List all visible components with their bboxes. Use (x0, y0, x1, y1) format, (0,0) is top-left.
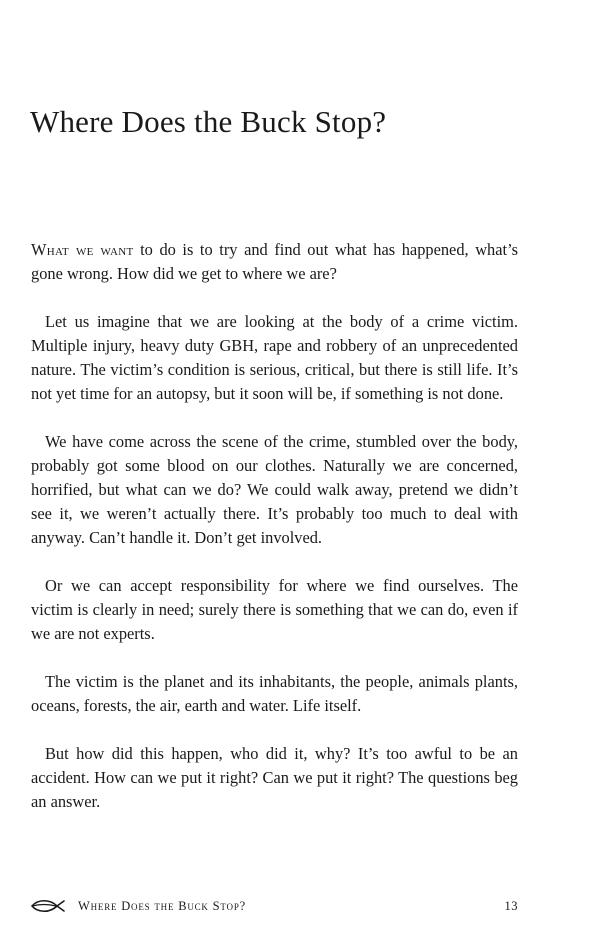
running-head: Where Does the Buck Stop? (78, 899, 246, 913)
fish-icon (30, 898, 66, 914)
paragraph-6: But how did this happen, who did it, why? It’s too awful to be an accident. How can we put it right? Can we put it right? The questions beg an answer. (31, 744, 518, 811)
paragraph-4: Or we can accept responsibility for where we find ourselves. The victim is clearly in need; surely there is something that we can do, even if we are not experts. (31, 576, 518, 643)
paragraph-1 (31, 238, 518, 286)
paragraph-1-text: to do is to try and find out what has happened, what’s gone wrong. How did we get to where we are? (31, 240, 518, 283)
chapter-title: Where Does the Buck Stop? (30, 104, 387, 139)
paragraph-5: The victim is the planet and its inhabitants, the people, animals plants, oceans, forests, the air, earth and water. Life itself. (31, 672, 518, 715)
body-text (31, 238, 518, 838)
page-number: 13 (504, 899, 518, 913)
page-footer (30, 896, 518, 918)
paragraph-3: We have come across the scene of the crime, stumbled over the body, probably got some blood on our clothes. Naturally we are concerned, horrified, but what can we do? We could walk away, pretend we didn’t see it, we weren’t actually there. It’s probably too much to deal with anyway. Can’t handle it. Don’t get involved. (31, 432, 518, 547)
paragraph-2: Let us imagine that we are looking at the body of a crime victim. Multiple injury, heavy duty GBH, rape and robbery of an unprecedented nature. The victim’s condition is serious, critical, but there is still life. It’s not yet time for an autopsy, but it soon will be, if something is not done. (31, 312, 518, 403)
paragraph-lead-in: What we want (31, 240, 134, 259)
